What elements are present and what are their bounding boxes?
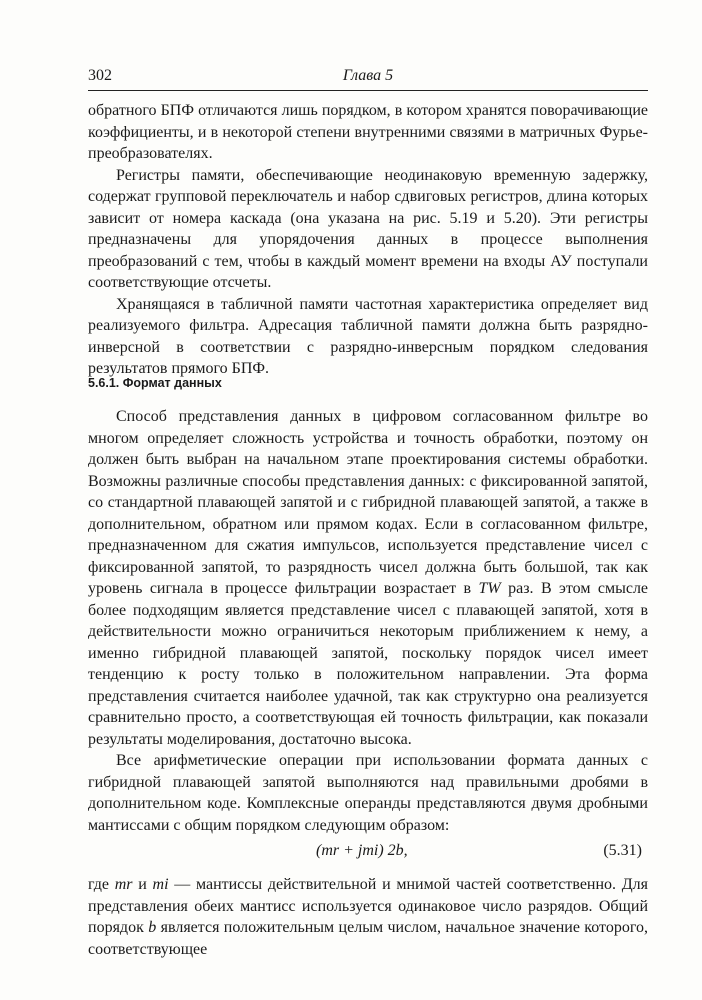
section-text [88,406,648,836]
symbol-b: b [148,919,157,936]
symbol-mi: mi [152,876,169,893]
intro-text [88,100,648,380]
paragraph-2: Регистры памяти, обеспечивающие неодинаковую временную задержку, содержат групповой переключатель и набор сдвиговых регистров, длина которых зависит от номера каскада (она указана на рис. 5.19 и 5.20). Эти регистры предназначены для упорядочения данных в процессе выполнения преобразований с тем, чтобы в каждый момент времени на входы АУ поступали соответствующие отсчеты. [88,166,648,291]
paragraph-3: Хранящаяся в табличной памяти частотная характеристика определяет вид реализуемого фильтра. Адресация табличной памяти должна быть разрядно-инверсной в соответствии с разрядно-инверсным порядком следования результатов прямого БПФ. [88,295,648,377]
running-head: Глава 5 [342,67,394,84]
header-rule [88,90,648,91]
word-and: и [138,876,147,893]
paragraph-4-part-1: Способ представления данных в цифровом согласованном фильтре во многом определяет сложность устройства и точность обработки, поэтому он должен быть выбран на начальном этапе проектирования системы обработки. Возможны различные способы представления данных: с фиксированной запятой, со стандартной плавающей запятой и с гибридной плавающей запятой, а также в дополнительном, обратном или прямом кодах. Если в согласованном фильтре, предназначенном для сжатия импульсов, используется представление чисел с фиксированной запятой, то разрядность чисел должна быть большой, так как уровень сигнала в процессе фильтрации возрастает в [88,408,648,597]
tw-symbol: TW [478,580,501,597]
paragraph-6-part-2: является положительным целым числом, начальное значение которого, соответствующее [88,919,649,958]
symbol-mr: mr [114,876,133,893]
section-heading: 5.6.1. Формат данных [88,376,222,390]
closing-text [88,874,648,960]
paragraph-6 [88,874,648,960]
paragraph-1: обратного БПФ отличаются лишь порядком, в котором хранятся поворачивающие коэффициенты, и в некоторой степени внутренними связями в матричных Фурье-преобразователях. [88,102,648,162]
equation-number: (5.31) [603,842,642,859]
paragraph-4-part-2: раз. В этом смысле более подходящим является представление чисел с плавающей запятой, хотя в действительности можно ограничиться некоторым приближением к нему, а именно гибридной плавающей запятой, поскольку порядок чисел имеет тенденцию к росту только в положительном направлении. Эта форма представления считается наиболее удачной, так как структурно она реализуется сравнительно просто, а соответствующая ей точность фильтрации, как показали результаты моделирования, достаточно высока. [88,580,649,748]
paragraph-6-part-1: — мантиссы действительной и мнимой частей соответственно. Для представления обеих мантисс используется одинаковое число разрядов. Общий порядок [88,876,649,936]
paragraph-4 [88,406,648,750]
page-number: 302 [88,67,112,84]
word-where: где [88,876,110,893]
paragraph-5: Все арифметические операции при использовании формата данных с гибридной плавающей запятой выполняются над правильными дробями в дополнительном коде. Комплексные операнды представляются двумя дробными мантиссами с общим порядком следующим образом: [88,752,648,834]
equation-row [88,842,648,866]
equation: (mr + jmi) 2b, [316,842,408,859]
